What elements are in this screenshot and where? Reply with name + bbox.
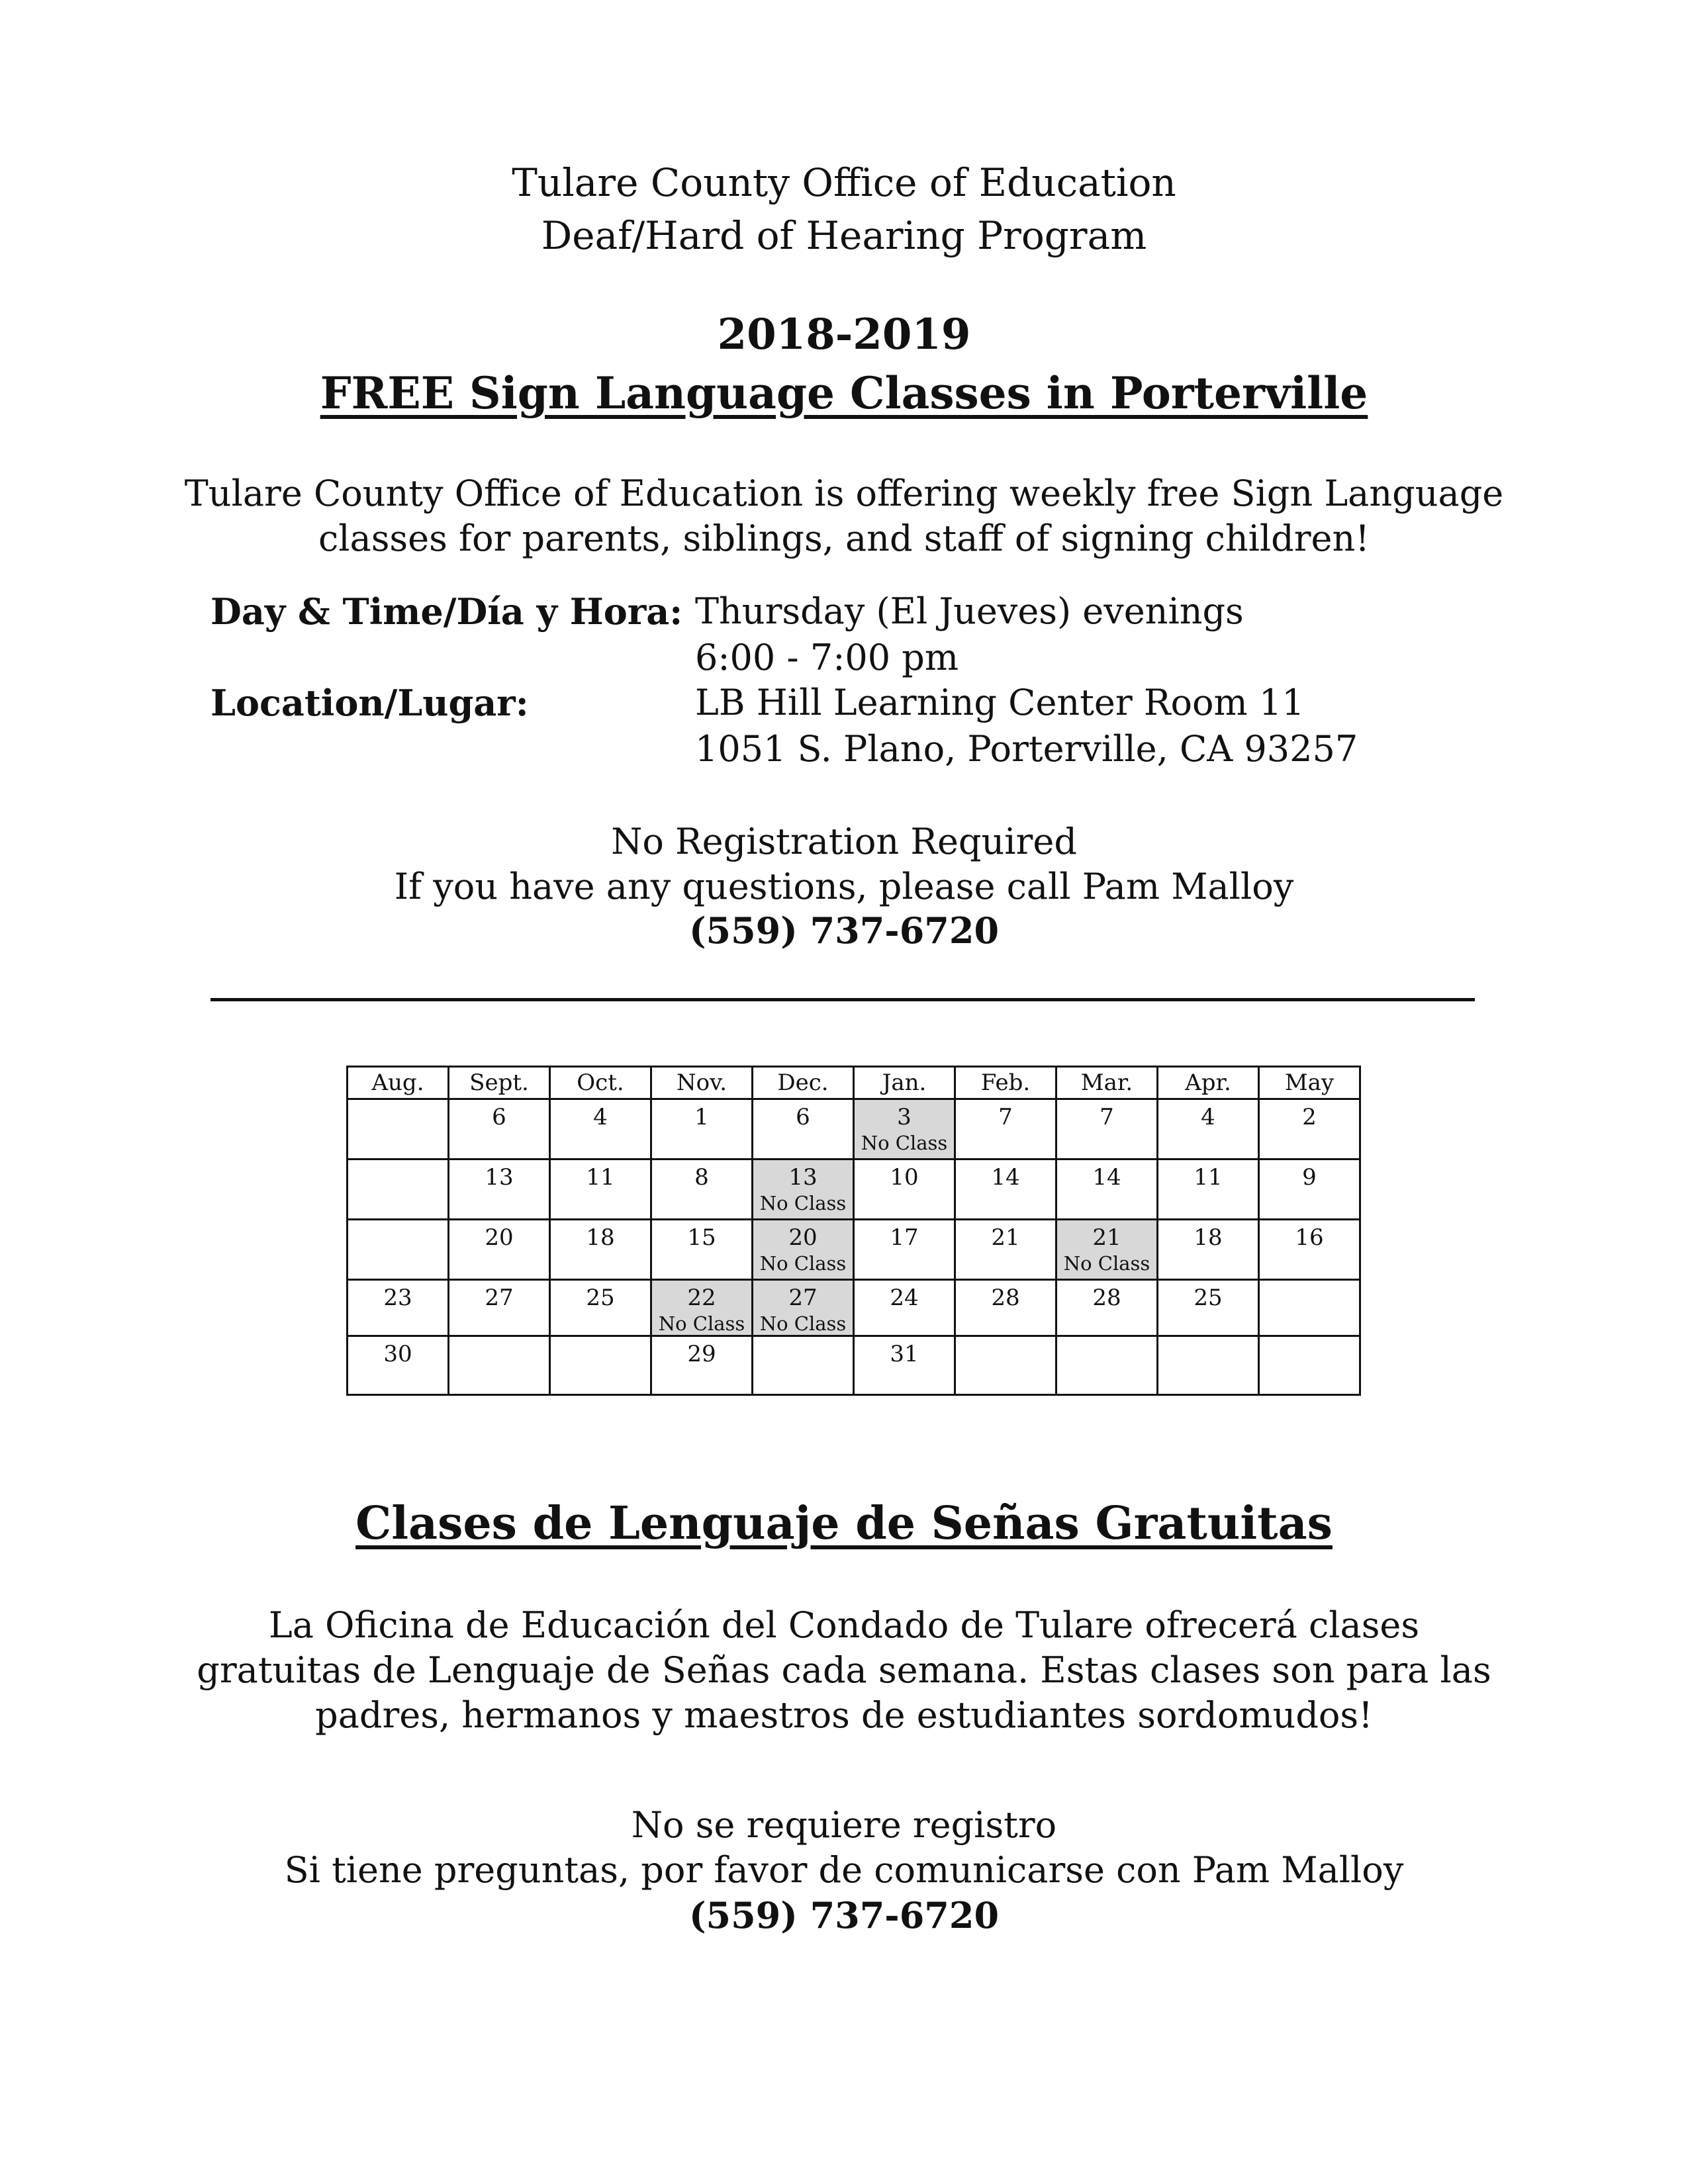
- day-number: 6: [796, 1104, 810, 1130]
- calendar-cell: [348, 1220, 449, 1280]
- divider: [211, 998, 1475, 1001]
- day-number: 16: [1295, 1224, 1324, 1251]
- calendar-cell: [550, 1160, 651, 1220]
- day-number: 28: [1092, 1285, 1121, 1311]
- calendar-cell: [753, 1099, 854, 1160]
- day-number: 18: [586, 1224, 615, 1251]
- calendar-cell: [550, 1220, 651, 1280]
- day-number: [1158, 1337, 1258, 1340]
- day-number: 28: [991, 1285, 1020, 1311]
- org-name: Tulare County Office of Education: [512, 160, 1176, 205]
- calendar-cell: [955, 1160, 1056, 1220]
- day-number: 18: [1194, 1224, 1223, 1251]
- calendar-header-row: [348, 1067, 1360, 1099]
- day-number: [348, 1100, 447, 1103]
- day-number: 6: [492, 1104, 506, 1130]
- calendar-cell: [1056, 1336, 1158, 1395]
- month-header: Nov.: [651, 1067, 753, 1099]
- day-number: 25: [1194, 1285, 1223, 1311]
- no-class-label: No Class: [658, 1312, 745, 1335]
- calendar-cell: [348, 1280, 449, 1336]
- calendar-cell: [348, 1099, 449, 1160]
- calendar-row: [348, 1280, 1360, 1336]
- school-year: 2018-2019: [717, 310, 971, 359]
- spanish-registration-note: No se requiere registro: [631, 1804, 1057, 1846]
- month-header: Dec.: [753, 1067, 854, 1099]
- month-header: Mar.: [1056, 1067, 1158, 1099]
- spanish-body-line-3: padres, hermanos y maestros de estudiantes sordomudos!: [315, 1694, 1373, 1736]
- class-calendar: [346, 1066, 1361, 1396]
- calendar-cell: [1259, 1220, 1360, 1280]
- spanish-body-line-1: La Oficina de Educación del Condado de Tulare ofrecerá clases: [268, 1604, 1420, 1646]
- day-number: 27: [485, 1285, 514, 1311]
- day-number: 24: [890, 1285, 919, 1311]
- month-header: Oct.: [550, 1067, 651, 1099]
- day-number: 14: [1092, 1164, 1121, 1191]
- calendar-row: [348, 1160, 1360, 1220]
- day-number: 10: [890, 1164, 919, 1191]
- no-class-label: No Class: [759, 1192, 847, 1214]
- calendar-cell: [1259, 1336, 1360, 1395]
- intro-line-2: classes for parents, siblings, and staff of signing children!: [318, 518, 1370, 559]
- calendar-cell: [449, 1099, 550, 1160]
- spanish-title: Clases de Lenguaje de Señas Gratuitas: [355, 1497, 1333, 1550]
- month-header: Apr.: [1158, 1067, 1259, 1099]
- calendar-cell: [1056, 1160, 1158, 1220]
- day-number: 23: [383, 1285, 412, 1311]
- calendar-cell-no-class: [854, 1099, 955, 1160]
- program-name: Deaf/Hard of Hearing Program: [541, 213, 1147, 258]
- calendar-cell: [854, 1336, 955, 1395]
- calendar-cell-no-class: [753, 1160, 854, 1220]
- address-value: 1051 S. Plano, Porterville, CA 93257: [695, 728, 1358, 770]
- month-header: Sept.: [449, 1067, 550, 1099]
- registration-note: No Registration Required: [611, 821, 1077, 862]
- day-number: 25: [586, 1285, 615, 1311]
- calendar-cell: [651, 1099, 753, 1160]
- calendar-row: [348, 1336, 1360, 1395]
- day-number: [1260, 1281, 1359, 1283]
- location-label: Location/Lugar:: [211, 682, 529, 724]
- calendar-cell: [651, 1160, 753, 1220]
- month-header: Aug.: [348, 1067, 449, 1099]
- calendar-cell: [753, 1336, 854, 1395]
- day-number: [1057, 1337, 1156, 1340]
- calendar-cell: [854, 1280, 955, 1336]
- calendar-cell-no-class: [753, 1220, 854, 1280]
- calendar-cell: [955, 1099, 1056, 1160]
- calendar-cell: [955, 1280, 1056, 1336]
- calendar-row: [348, 1099, 1360, 1160]
- calendar-cell: [1158, 1220, 1259, 1280]
- no-class-label: No Class: [759, 1252, 847, 1275]
- day-number: 9: [1302, 1164, 1317, 1191]
- day-time-label: Day & Time/Día y Hora:: [211, 590, 683, 633]
- no-class-label: No Class: [759, 1312, 847, 1335]
- spanish-questions-note: Si tiene preguntas, por favor de comunicarse con Pam Malloy: [284, 1849, 1404, 1891]
- calendar-cell: [348, 1160, 449, 1220]
- calendar-cell: [1259, 1160, 1360, 1220]
- day-number: 29: [687, 1341, 716, 1367]
- day-number: [449, 1337, 549, 1340]
- day-number: 13: [788, 1164, 818, 1191]
- day-number: 27: [788, 1285, 818, 1311]
- day-number: [551, 1337, 650, 1340]
- calendar-cell: [1158, 1160, 1259, 1220]
- spanish-body-line-2: gratuitas de Lenguaje de Señas cada semana. Estas clases son para las: [197, 1649, 1491, 1691]
- calendar-cell: [550, 1280, 651, 1336]
- month-header: Jan.: [854, 1067, 955, 1099]
- calendar-cell: [1259, 1280, 1360, 1336]
- day-number: 4: [1201, 1104, 1215, 1130]
- day-number: [348, 1220, 447, 1223]
- day-number: 11: [586, 1164, 615, 1191]
- day-number: 8: [694, 1164, 709, 1191]
- calendar-row: [348, 1220, 1360, 1280]
- day-number: 4: [593, 1104, 608, 1130]
- page-title: FREE Sign Language Classes in Porterville: [320, 367, 1368, 419]
- questions-note: If you have any questions, please call Pam Malloy: [394, 866, 1294, 907]
- day-number: 31: [890, 1341, 919, 1367]
- day-number: 20: [485, 1224, 514, 1251]
- calendar-cell: [1259, 1099, 1360, 1160]
- day-number: [753, 1337, 853, 1340]
- calendar-cell-no-class: [753, 1280, 854, 1336]
- calendar-cell: [1158, 1280, 1259, 1336]
- day-number: [348, 1160, 447, 1163]
- calendar-cell: [449, 1280, 550, 1336]
- calendar-cell: [651, 1220, 753, 1280]
- no-class-label: No Class: [861, 1132, 948, 1154]
- day-time-value: Thursday (El Jueves) evenings: [695, 590, 1244, 632]
- day-number: 15: [687, 1224, 716, 1251]
- day-number: 1: [694, 1104, 709, 1130]
- day-number: 7: [1100, 1104, 1114, 1130]
- calendar-cell-no-class: [1056, 1220, 1158, 1280]
- day-number: 17: [890, 1224, 919, 1251]
- day-number: 22: [687, 1285, 716, 1311]
- month-header: Feb.: [955, 1067, 1056, 1099]
- calendar-cell-no-class: [651, 1280, 753, 1336]
- no-class-label: No Class: [1063, 1252, 1150, 1275]
- calendar-cell: [348, 1336, 449, 1395]
- day-number: 7: [998, 1104, 1013, 1130]
- month-header: May: [1259, 1067, 1360, 1099]
- day-number: 2: [1302, 1104, 1317, 1130]
- intro-line-1: Tulare County Office of Education is offering weekly free Sign Language: [184, 473, 1504, 514]
- day-number: 11: [1194, 1164, 1223, 1191]
- calendar-cell: [854, 1160, 955, 1220]
- phone-number: (559) 737-6720: [688, 909, 1000, 952]
- day-number: 30: [383, 1341, 412, 1367]
- calendar-cell: [550, 1099, 651, 1160]
- day-number: 20: [788, 1224, 818, 1251]
- day-number: [1260, 1337, 1359, 1340]
- calendar-cell: [1056, 1099, 1158, 1160]
- time-value: 6:00 - 7:00 pm: [695, 637, 959, 678]
- calendar-cell: [1056, 1280, 1158, 1336]
- calendar-cell: [449, 1220, 550, 1280]
- calendar-cell: [1158, 1099, 1259, 1160]
- day-number: [956, 1337, 1055, 1340]
- day-number: 14: [991, 1164, 1020, 1191]
- calendar-cell: [449, 1336, 550, 1395]
- calendar-cell: [1158, 1336, 1259, 1395]
- calendar-cell: [854, 1220, 955, 1280]
- day-number: 13: [485, 1164, 514, 1191]
- day-number: 3: [897, 1104, 912, 1130]
- spanish-phone-number: (559) 737-6720: [688, 1894, 1000, 1936]
- day-number: 21: [991, 1224, 1020, 1251]
- calendar-cell: [651, 1336, 753, 1395]
- calendar-cell: [955, 1336, 1056, 1395]
- calendar-cell: [449, 1160, 550, 1220]
- calendar-cell: [550, 1336, 651, 1395]
- day-number: 21: [1092, 1224, 1121, 1251]
- calendar-cell: [955, 1220, 1056, 1280]
- location-value: LB Hill Learning Center Room 11: [695, 682, 1305, 723]
